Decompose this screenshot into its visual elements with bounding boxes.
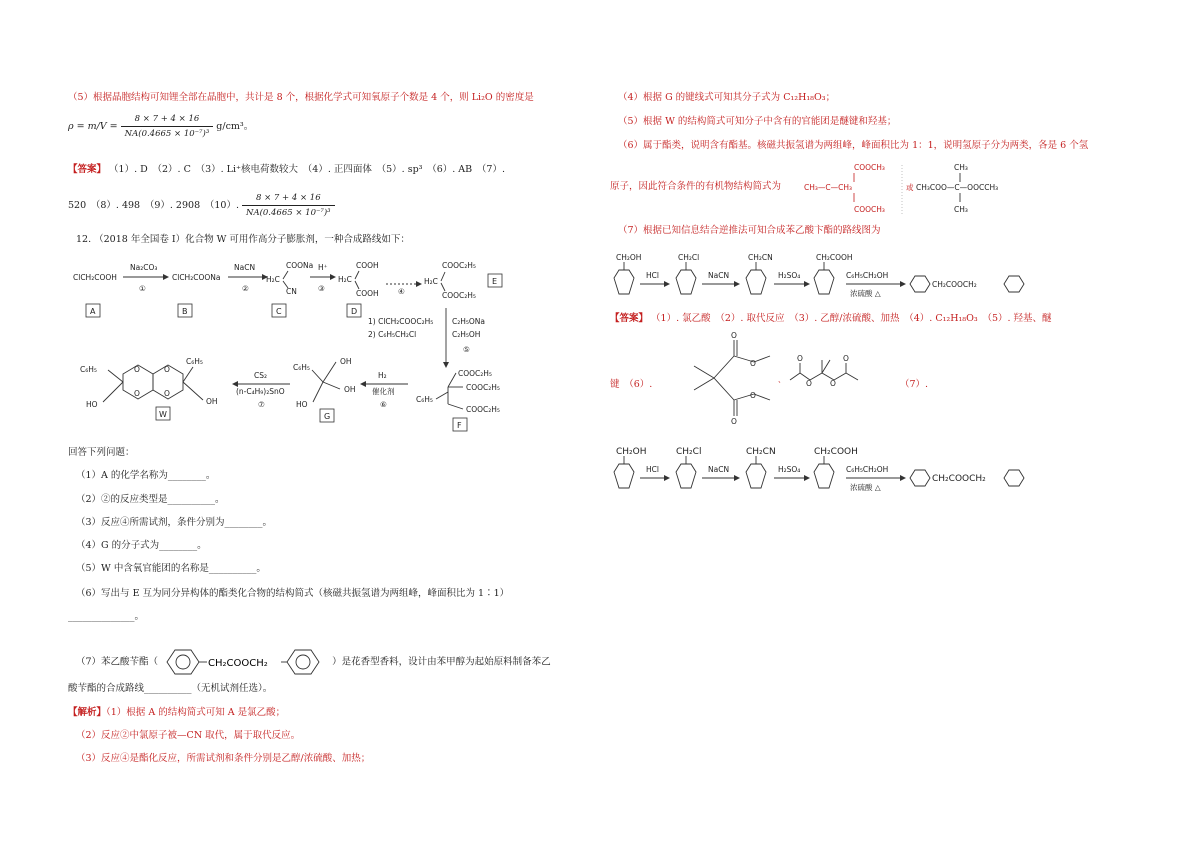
answer-text: （1）. D （2）. C （3）. Li⁺核电荷数较大 （4）. 正四面体 （5）. sp³ （6）. AB （7）.: [109, 164, 505, 175]
compound-a-formula: ClCH₂COOH: [73, 273, 117, 282]
m4-label: CH₂COOH: [816, 253, 853, 262]
g-oh-1: OH: [340, 357, 352, 366]
atom-o: O: [830, 379, 836, 388]
reagent-3: H⁺: [318, 263, 328, 272]
c-h2c: H₂C: [266, 275, 280, 284]
atom-o: O: [731, 331, 737, 340]
answer-tag: 【答案】: [68, 164, 107, 175]
w-oh: OH: [206, 397, 218, 406]
arrowhead: [360, 381, 366, 387]
route-reagent-4b: 浓硫酸 △: [850, 289, 881, 298]
answer-7-label: （7）.: [900, 379, 929, 390]
question-7-line: [76, 646, 551, 678]
bond: [441, 272, 445, 281]
arrowhead: [416, 281, 422, 287]
reagent-1: Na₂CO₃: [130, 263, 158, 272]
d-cooh-top: COOH: [356, 261, 379, 270]
w-c6h5-left: C₆H₅: [80, 365, 97, 374]
fraction-denominator: NA(0.4665 × 10⁻⁷)³: [246, 208, 331, 218]
benzene-ring-icon: [814, 464, 834, 488]
answer-text: （1）. 氯乙酸 （2）. 取代反应 （3）. 乙醇/浓硫酸、加热 （4）. C₁₂H₁₈O₃ （5）. 羟基、醚: [651, 313, 1052, 324]
benzene-ring-icon: [614, 270, 634, 294]
iso1-bottom: COOCH₃: [854, 205, 885, 214]
benzene-ring-icon: [814, 270, 834, 294]
bond: [323, 382, 340, 389]
answer-6-structures: [670, 328, 880, 428]
answer-line-2: [68, 191, 335, 220]
bond: [283, 271, 288, 279]
atom-o: O: [806, 379, 812, 388]
label-f: F: [457, 421, 462, 430]
question-6-blank: ______________。: [68, 611, 145, 622]
bond: [108, 370, 123, 382]
iso2-main: CH₃COO—C—OOCCH₃: [916, 183, 999, 192]
answer-right: [610, 312, 1052, 326]
d-h2c: H₂C: [338, 275, 352, 284]
m3-label: CH₂CN: [748, 253, 773, 262]
label-c: C: [276, 307, 282, 316]
reagent-5b: 2) C₆H₅CH₂Cl: [368, 330, 417, 339]
answer-line-1: [68, 163, 505, 177]
route-reagent-2: NaCN: [708, 271, 730, 280]
density-fraction: [121, 112, 214, 141]
step-7: ⑦: [258, 400, 265, 409]
benzene-ring-icon: [746, 270, 766, 294]
w-o: O: [134, 389, 140, 398]
bond: [436, 392, 448, 399]
benzene-ring-icon: [167, 650, 199, 674]
synthesis-route-analysis: [610, 250, 1040, 302]
answer-text-2: 520 （8）. 498 （9）. 2908 （10）.: [68, 200, 239, 211]
benzene-ring-icon: [746, 464, 766, 488]
step-2: ②: [242, 284, 249, 293]
question-3: （3）反应④所需试剂，条件分别为________。: [76, 517, 273, 528]
fraction-numerator: 8 × 7 + 4 × 16: [121, 112, 214, 127]
bond: [790, 373, 800, 380]
or-label: 或: [906, 183, 914, 192]
question-1: （1）A 的化学名称为________。: [76, 470, 216, 481]
c-cn: CN: [286, 287, 297, 296]
iso2-bottom: CH₃: [954, 205, 968, 214]
m3-label: CH₂CN: [746, 447, 776, 457]
arrowhead: [163, 274, 169, 280]
g-ho: HO: [296, 400, 308, 409]
bond: [694, 366, 714, 378]
bond: [846, 373, 858, 380]
aromatic-circle: [176, 655, 190, 669]
analysis-6-cont: 原子，因此符合条件的有机物结构简式为: [610, 181, 782, 192]
bond: [754, 356, 770, 362]
m2-label: CH₂Cl: [676, 447, 702, 457]
w-ho: HO: [86, 400, 98, 409]
route-reagent-2: NaCN: [708, 465, 730, 474]
step-4: ④: [398, 287, 405, 296]
analysis-4: （4）根据 G 的键线式可知其分子式为 C₁₂H₁₈O₃；: [618, 92, 836, 103]
route-reagent-4: C₆H₅CH₂OH: [846, 271, 889, 280]
m1-label: CH₂OH: [616, 253, 642, 262]
route-reagent-4b: 浓硫酸 △: [850, 483, 881, 492]
arrowhead: [664, 475, 670, 481]
unit-label: g/cm³。: [216, 121, 254, 132]
w-o: O: [164, 365, 170, 374]
iso2-top: CH₃: [954, 163, 968, 172]
f-c6h5: C₆H₅: [416, 395, 433, 404]
bond: [714, 378, 734, 400]
questions-intro: 回答下列问题：: [68, 447, 135, 458]
arrowhead: [734, 281, 740, 287]
q7-text-b: ）是花香型香料，设计由苯甲醇为起始原料制备苯乙: [332, 656, 551, 668]
label-a: A: [90, 307, 96, 316]
bond: [822, 360, 830, 373]
benzyl-phenylacetate: [910, 470, 1024, 486]
route-reagent-1: HCl: [646, 465, 659, 474]
e-h2c: H₂C: [424, 277, 438, 286]
analysis-6: （6）属于酯类，说明含有酯基。核磁共振氢谱为两组峰，峰面积比为 1：1，说明氢原子分为两类，各是 6 个氢: [618, 140, 1089, 151]
bond: [441, 283, 445, 291]
arrowhead: [734, 475, 740, 481]
step-5: ⑤: [463, 345, 470, 354]
benzene-ring-icon: [676, 464, 696, 488]
route-reagent-1: HCl: [646, 271, 659, 280]
reagent-6: H₂: [378, 371, 387, 380]
benzyl-alcohol: [614, 253, 641, 294]
answer-tag: 【答案】: [610, 313, 649, 324]
c-coona: COONa: [286, 261, 314, 270]
analysis-text-1: （1）根据 A 的结构简式可知 A 是氯乙酸；: [106, 707, 286, 718]
rho-label: ρ = m/V =: [68, 121, 118, 132]
w-o: O: [134, 365, 140, 374]
e-ester-top: COOC₂H₅: [442, 261, 476, 270]
question-5: （5）W 中含氧官能团的名称是__________。: [76, 563, 266, 574]
g-oh-2: OH: [344, 385, 356, 394]
reagent-2: NaCN: [234, 263, 256, 272]
atom-o: O: [750, 359, 756, 368]
reagent-7b: (n-C₄H₉)₂SnO: [236, 387, 285, 396]
benzyl-chloride: [676, 447, 701, 488]
benzene-ring-icon: [1004, 276, 1024, 292]
bond: [323, 362, 336, 382]
benzyl-cyanide: [746, 253, 773, 294]
route-reagent-4: C₆H₅CH₂OH: [846, 465, 889, 474]
benzyl-cyanide: [746, 447, 776, 488]
bond: [355, 281, 359, 289]
analysis-2: （2）反应②中氯原子被—CN 取代，属于取代反应。: [76, 730, 301, 741]
atom-o: O: [797, 354, 803, 363]
w-o: O: [164, 389, 170, 398]
label-e: E: [492, 277, 498, 286]
benzene-ring-icon: [614, 464, 634, 488]
synthesis-route-answer: [610, 444, 1040, 496]
question-2: （2）②的反应类型是__________。: [76, 494, 225, 505]
question-6: （6）写出与 E 互为同分异构体的酯类化合物的结构简式（核磁共振氢谱为两组峰，峰面积比为 1∶1）: [76, 588, 510, 599]
benzene-ring-icon: [287, 650, 319, 674]
benzyl-alcohol: [614, 447, 647, 488]
f-ester-3: COOC₂H₅: [466, 405, 500, 414]
bond: [312, 370, 323, 382]
reagent-5c: C₂H₅ONa: [452, 317, 485, 326]
step-3: ③: [318, 284, 325, 293]
arrowhead: [900, 475, 906, 481]
reagent-6b: 催化剂: [372, 387, 395, 396]
bond: [313, 382, 323, 402]
f-ester-1: COOC₂H₅: [458, 369, 492, 378]
bond: [183, 382, 203, 400]
iso1-top: COOCH₃: [854, 163, 885, 172]
arrowhead: [804, 281, 810, 287]
analysis-5: （5）根据 W 的结构简式可知分子中含有的官能团是醚键和羟基；: [618, 116, 897, 127]
reagent-5a: 1) ClCH₂COOC₂H₅: [368, 317, 434, 326]
q7-text-a: （7）苯乙酸苄酯（: [76, 656, 159, 668]
label-b: B: [182, 307, 188, 316]
atom-o: O: [750, 391, 756, 400]
ester-chain: CH₂COOCH₂: [208, 658, 268, 669]
fraction-denominator: NA(0.4665 × 10⁻⁷)³: [124, 129, 210, 139]
reagent-5d: C₂H₅OH: [452, 330, 481, 339]
bond: [355, 271, 359, 279]
benzene-ring-icon: [676, 270, 696, 294]
arrowhead: [443, 362, 449, 368]
benzene-ring-icon: [1004, 470, 1024, 486]
label-d: D: [351, 307, 358, 316]
q5-formula: [68, 112, 253, 141]
atom-o: O: [731, 417, 737, 426]
benzene-ring-icon: [910, 276, 930, 292]
atom-o: O: [843, 354, 849, 363]
m4-label: CH₂COOH: [814, 447, 858, 457]
m2-label: CH₂Cl: [678, 253, 700, 262]
answer-fraction: [242, 191, 335, 220]
q5-text: （5）根据晶胞结构可知锂全部在晶胞中，共计是 8 个，根据化学式可知氧原子个数是 4 个，则 Li₂O 的密度是: [68, 92, 534, 103]
w-c6h5-right: C₆H₅: [186, 357, 203, 366]
m1-label: CH₂OH: [616, 447, 647, 457]
benzyl-phenylacetate: [910, 276, 1024, 292]
isomer-structures: [802, 160, 1072, 218]
d-cooh-bottom: COOH: [356, 289, 379, 298]
route-reagent-3: H₂SO₄: [778, 271, 801, 280]
aromatic-circle: [296, 655, 310, 669]
bond: [103, 382, 123, 402]
e-ester-bottom: COOC₂H₅: [442, 291, 476, 300]
benzyl-phenylacetate-structure: [161, 646, 329, 678]
compound-b-formula: ClCH₂COONa: [172, 273, 221, 282]
bond: [448, 373, 456, 387]
answer-right-2: 键 （6）.: [610, 379, 653, 390]
q12-intro: 12. （2018 年全国卷 I）化合物 W 可用作高分子膨胀剂，一种合成路线如下：: [76, 234, 410, 245]
bond: [448, 404, 463, 409]
arrowhead: [330, 274, 336, 280]
f-ester-2: COOC₂H₅: [466, 383, 500, 392]
route-reagent-3: H₂SO₄: [778, 465, 801, 474]
label-g: G: [324, 412, 331, 421]
analysis-3: （3）反应④是酯化反应，所需试剂和条件分别是乙醇/浓硫酸、加热；: [76, 753, 371, 764]
label-w: W: [159, 410, 167, 419]
step-1: ①: [139, 284, 146, 293]
iso1-center: CH₃—C—CH₃: [804, 183, 853, 192]
arrowhead: [804, 475, 810, 481]
bond: [694, 378, 714, 390]
bond: [754, 394, 770, 400]
question-7-line-2: 酸苄酯的合成路线__________（无机试剂任选）。: [68, 683, 273, 694]
benzene-ring-icon: [910, 470, 930, 486]
g-c6h5: C₆H₅: [293, 363, 310, 372]
benzyl-chloride: [676, 253, 699, 294]
fraction-numerator: 8 × 7 + 4 × 16: [242, 191, 335, 206]
product-chain: CH₂COOCH₂: [932, 474, 986, 484]
synthesis-scheme: [68, 252, 538, 440]
step-6: ⑥: [380, 400, 387, 409]
bond: [714, 356, 734, 378]
arrowhead: [900, 281, 906, 287]
arrowhead: [664, 281, 670, 287]
reagent-7: CS₂: [254, 371, 268, 380]
product-chain: CH₂COOCH₂: [932, 280, 977, 289]
answer-sep: 、: [778, 375, 786, 384]
bond: [183, 367, 193, 382]
analysis-1: [68, 706, 285, 720]
question-4: （4）G 的分子式为________。: [76, 540, 207, 551]
analysis-tag: 【解析】: [68, 707, 107, 718]
analysis-7: （7）根据已知信息结合逆推法可知合成苯乙酸卞酯的路线图为: [618, 225, 881, 236]
